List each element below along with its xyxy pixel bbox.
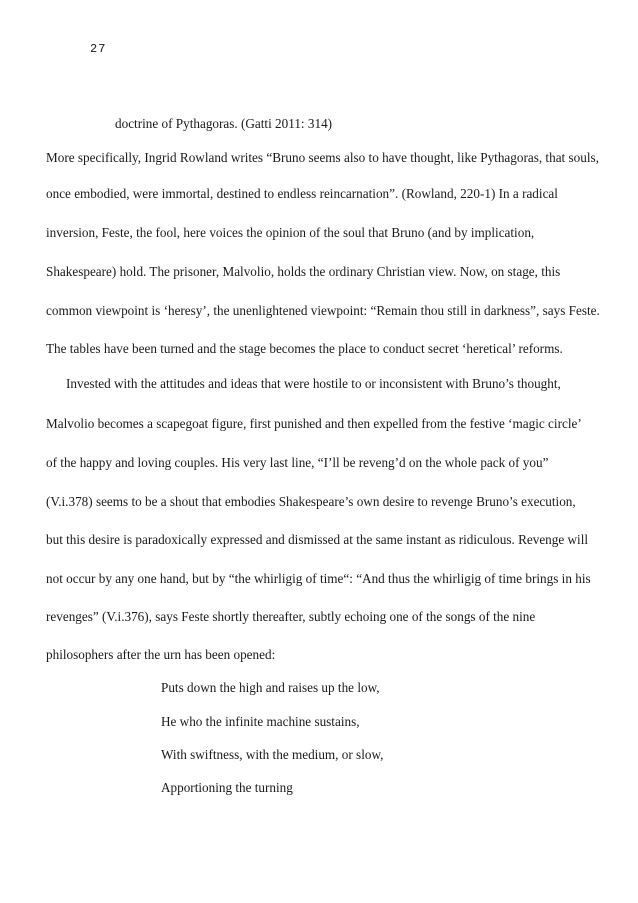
body-line: revenges” (V.i.376), says Feste shortly thereafter, subtly echoing one of the songs of the nine xyxy=(46,609,536,624)
verse-line: Apportioning the turning xyxy=(161,780,293,795)
body-line: philosophers after the urn has been opened: xyxy=(46,647,276,662)
page-number: 27 xyxy=(90,42,107,56)
body-line: common viewpoint is ‘heresy’, the unenlightened viewpoint: “Remain thou still in darkness”, says Feste. xyxy=(46,303,600,318)
body-line: inversion, Feste, the fool, here voices the opinion of the soul that Bruno (and by implication, xyxy=(46,225,535,240)
body-line: of the happy and loving couples. His very last line, “I’ll be reveng’d on the whole pack of you” xyxy=(46,455,549,470)
verse-line: He who the infinite machine sustains, xyxy=(161,714,360,729)
body-line: Shakespeare) hold. The prisoner, Malvolio, holds the ordinary Christian view. Now, on stage, this xyxy=(46,264,561,279)
verse-line: With swiftness, with the medium, or slow, xyxy=(161,747,384,762)
body-line: not occur by any one hand, but by “the whirligig of time“: “And thus the whirligig of time brings in his xyxy=(46,571,591,586)
verse-line: Puts down the high and raises up the low, xyxy=(161,680,380,695)
paragraph-first-line: Invested with the attitudes and ideas that were hostile to or inconsistent with Bruno’s thought, xyxy=(66,376,561,391)
body-line: once embodied, were immortal, destined to endless reincarnation”. (Rowland, 220-1) In a radical xyxy=(46,186,558,201)
quote-tail-line: doctrine of Pythagoras. (Gatti 2011: 314) xyxy=(115,116,333,131)
body-line: (V.i.378) seems to be a shout that embodies Shakespeare’s own desire to revenge Bruno’s execution, xyxy=(46,494,576,509)
body-line: Malvolio becomes a scapegoat figure, first punished and then expelled from the festive ‘magic circle’ xyxy=(46,416,582,431)
body-line: More specifically, Ingrid Rowland writes “Bruno seems also to have thought, like Pythagoras, that souls, xyxy=(46,150,599,165)
body-line: but this desire is paradoxically expressed and dismissed at the same instant as ridiculous. Revenge will xyxy=(46,532,589,547)
body-line: The tables have been turned and the stage becomes the place to conduct secret ‘heretical’ reforms. xyxy=(46,341,563,356)
